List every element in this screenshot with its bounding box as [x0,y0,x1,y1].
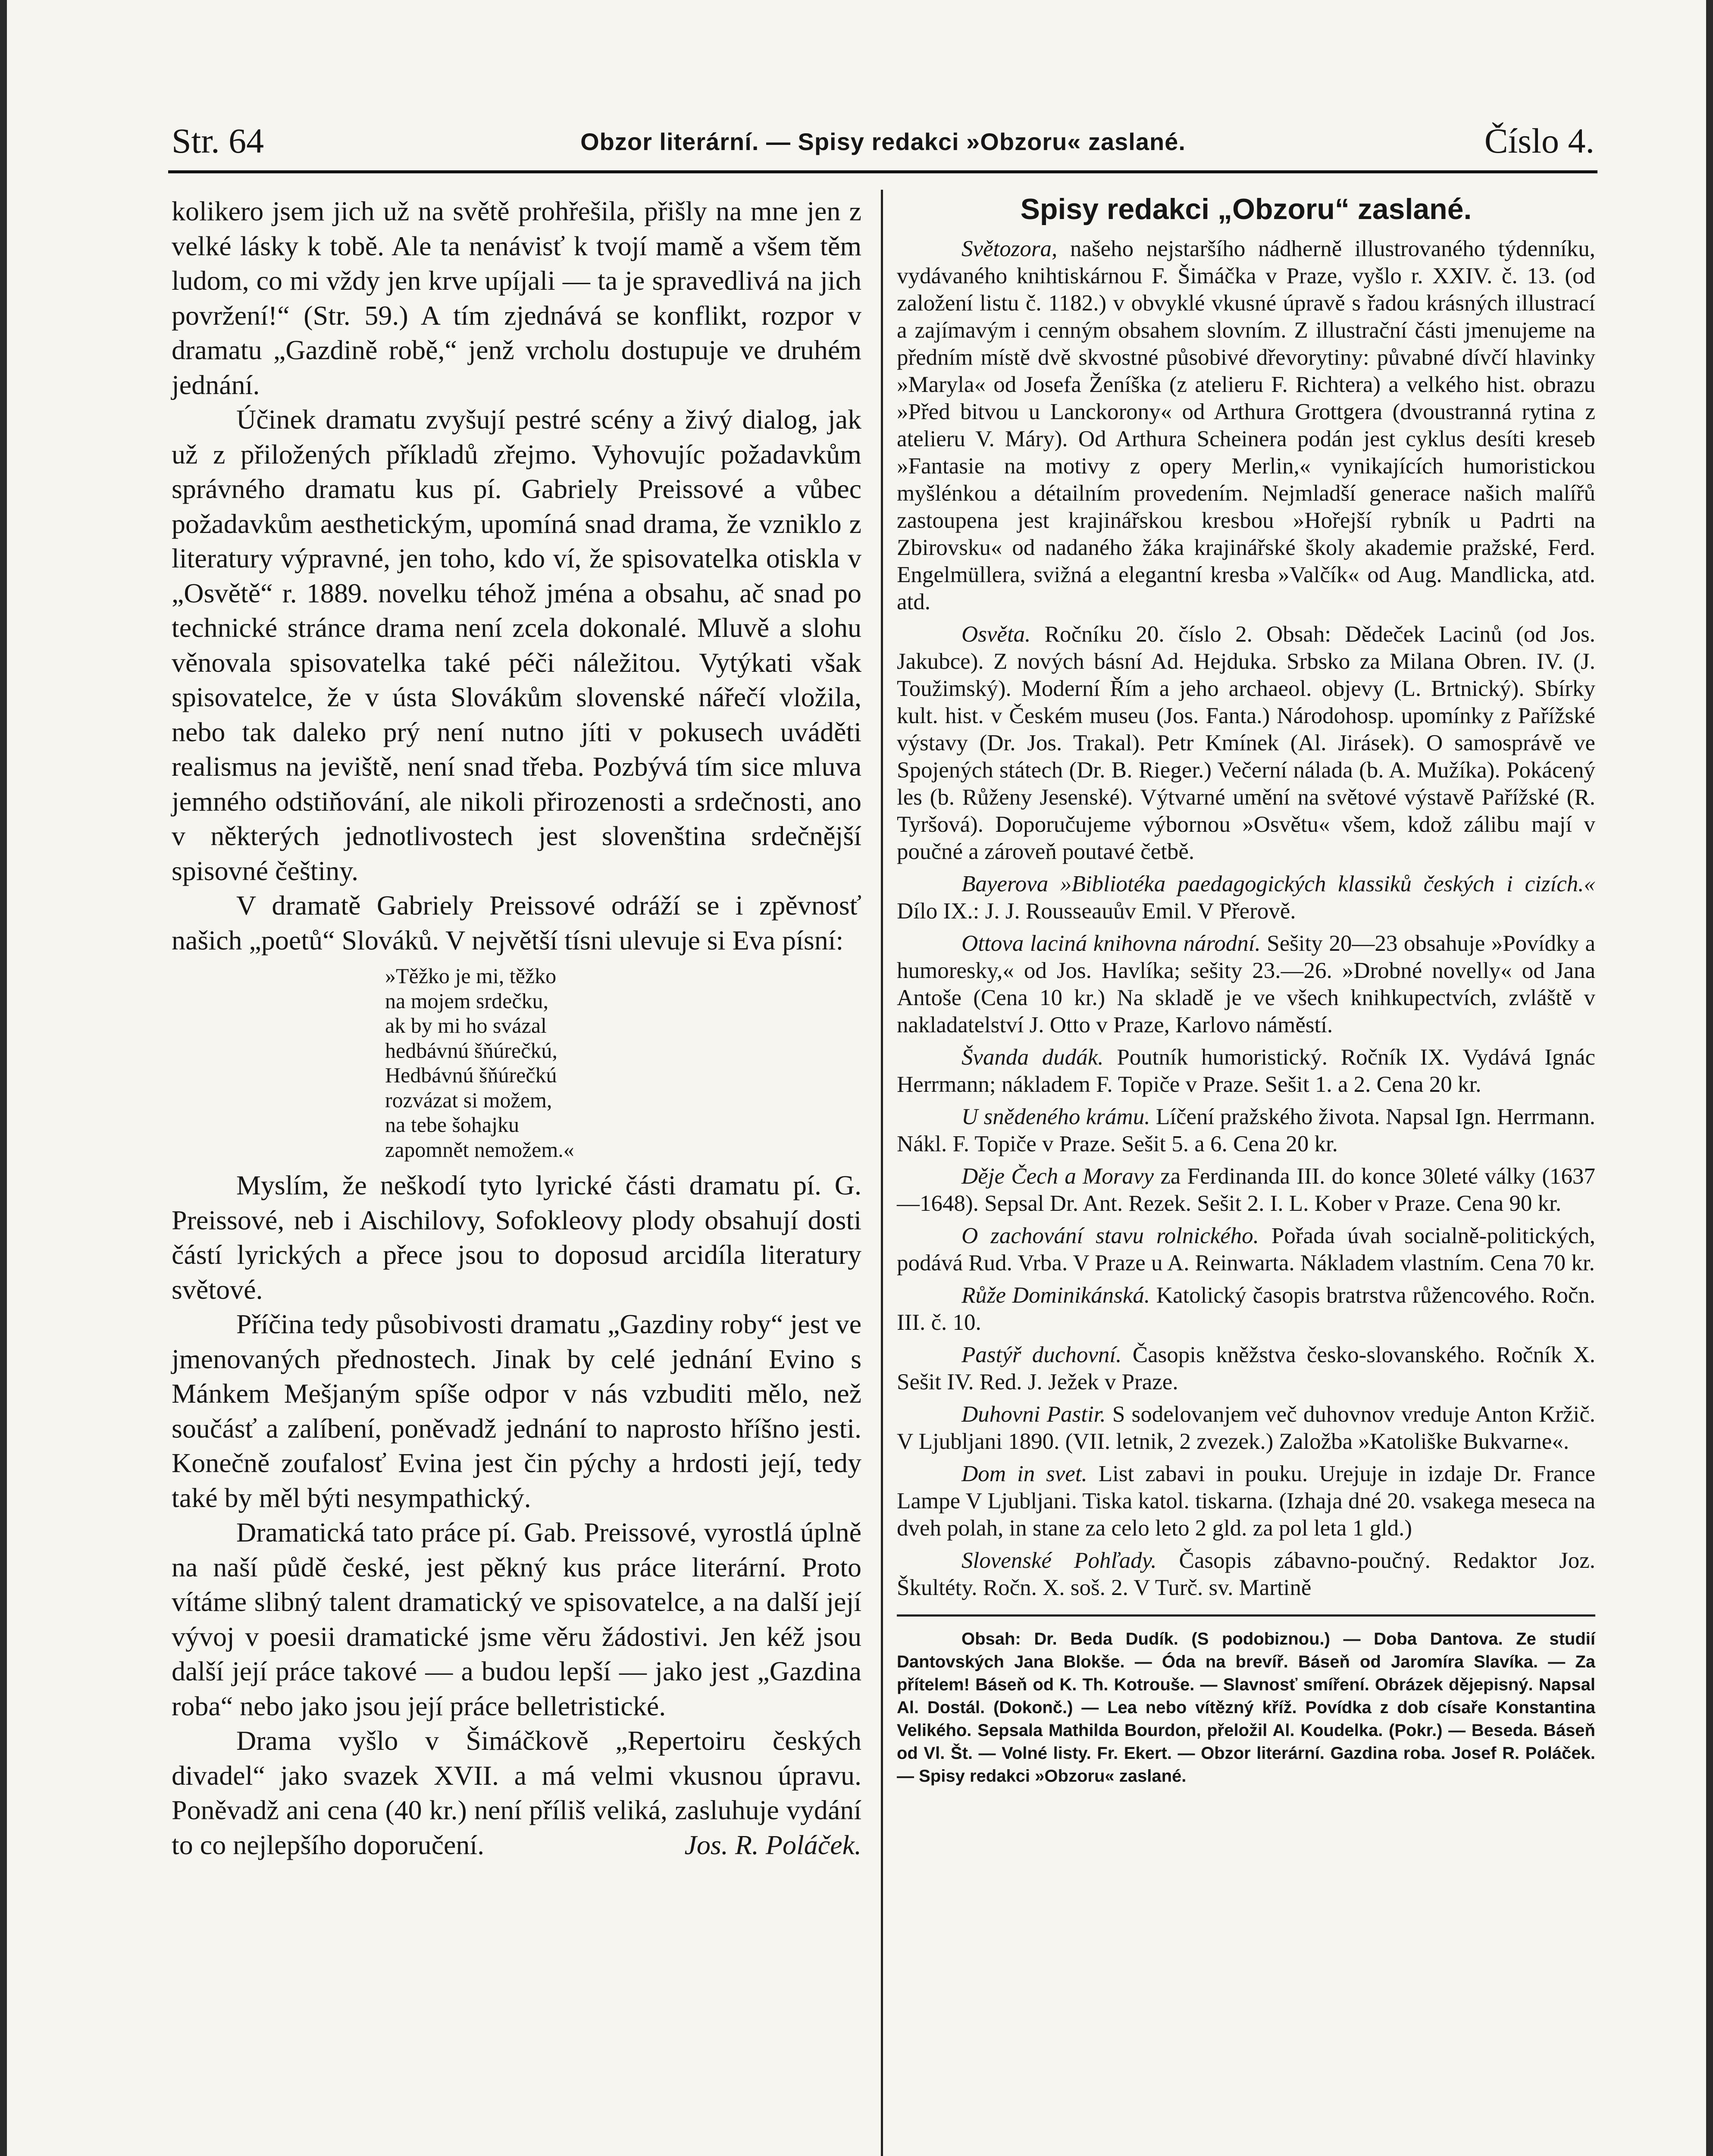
entry-title: Světozora, [961,236,1058,261]
entry-text: Pořada úvah socialně-politických, podává Rud. Vrba. V Praze u A. Reinwarta. Nákladem vlastním. Cena 70 kr. [897,1223,1595,1275]
entry-title: Bayerova »Bibliotéka paedagogických klassiků českých i cizích.« [961,871,1595,896]
entry-text: Dílo IX.: J. J. Rousseauův Emil. V Přerově. [897,899,1296,924]
entry-title: U snědeného krámu. [961,1104,1150,1129]
entry-title: Pastýř duchovní. [961,1342,1122,1367]
entry-title: Děje Čech a Moravy [961,1164,1154,1189]
scan-edge-right [1706,0,1713,2156]
contents-rule [897,1614,1595,1617]
list-item [897,1282,1595,1336]
author-signature: Jos. R. Poláček. [684,1829,861,1860]
poem-line: rozvázat si možem, [385,1087,552,1112]
poem-line: na tebe šohajku [385,1112,520,1137]
list-item [897,1547,1595,1601]
entry-text: Poutník humoristický. Ročník IX. Vydává Ignác Herrmann; nákladem F. Topiče v Praze. Sešit 1. a 2. Cena 20 kr. [897,1045,1595,1097]
entry-text: Sešity 20—23 obsahuje »Povídky a humoresky,« od Jos. Havlíka; sešity 23.—26. »Drobné novelly« od Jana Antoše (Cena 10 kr.) Na skladě je ve všech knihkupectvích, zvláště v nakladatelství J. Otto v Praze, Karlovo náměstí. [897,931,1596,1037]
poem-line: Hedbávnú šňúrečkú [385,1063,557,1087]
paragraph: V dramatě Gabriely Preissové odráží se i zpěvnosť našich „poetů“ Slováků. V největší tísni ulevuje si Eva písní: [172,890,861,956]
entry-text: Katolický časopis bratrstva růžencového. Ročn. III. č. 10. [897,1283,1595,1335]
entry-title: Duhovni Pastir. [961,1402,1106,1427]
table-of-contents: Obsah: Dr. Beda Dudík. (S podobiznou.) — Doba Dantova. Ze studií Dantovských Jana Blokše. — Óda na brevíř. Báseň od Jaromíra Slavíka. — Za přítelem! Báseň od K. Th. Kotrouše. — Slavnosť smíření. Obrázek dějepisný. Napsal Al. Dostál. (Dokonč.) — Lea nebo vítězný kříž. Povídka z dob císaře Konstantina Velikého. Sepsala Mathilda Bourdon, přeložil Al. Koudelka. (Pokr.) — Beseda. Báseň od Vl. Št. — Volné listy. Fr. Ekert. — Obzor literární. Gazdina roba. Josef R. Poláček. — Spisy redakci »Obzoru« zaslané. [897,1630,1595,1786]
entry-title: Osvěta. [961,622,1031,647]
section-heading: Spisy redakci „Obzoru“ zaslané. [1020,193,1472,226]
entry-text: Líčení pražského života. Napsal Ign. Herrmann. Nákl. F. Topiče v Praze. Sešit 5. a 6. Cena 20 kr. [897,1104,1595,1156]
running-title: Obzor literární. — Spisy redakci »Obzoru« zaslané. [580,128,1186,155]
entry-text: Ročníku 20. číslo 2. Obsah: Dědeček Lacinů (od Jos. Jakubce). Z nových básní Ad. Hejduka. Srbsko za Milana Obren. IV. (J. Toužimský). Moderní Řím a jeho archaeol. objevy (L. Brtnický). Sbírky kult. hist. v Českém museu (Jos. Fanta.) Národohosp. upomínky z Pařížské výstavy (Dr. Jos. Trakal). Petr Kmínek (Al. Jirásek). O samosprávě ve Spojených státech (Dr. B. Rieger.) Večerní nálada (b. A. Mužíka). Pokácený les (b. Růženy Jesenské). Výtvarné umění na světové výstavě Pařížské (R. Tyršová). Doporučujeme výbornou »Osvětu« všem, kdož zálibu mají v poučné a zároveň poutavé četbě. [897,622,1595,864]
column-divider [881,190,883,2156]
list-item [897,1103,1595,1158]
paragraph: Dramatická tato práce pí. Gab. Preissové, vyrostlá úplně na naší půdě české, jest pěkný kus práce literární. Proto vítáme slibný talent dramatický ve spisovatelce, a na další její vývoj v poesii dramatické jsme věru žádostivi. Jen kéž jsou další její práce takové — a budou lepší — jako jest „Gazdina roba“ nebo jako jsou její práce belletristické. [172,1517,861,1721]
entry-title: Švanda dudák. [961,1045,1104,1070]
list-item [897,1222,1595,1277]
right-column [897,190,1595,1788]
list-item [897,1341,1595,1396]
paragraph: Účinek dramatu zvyšují pestré scény a živý dialog, jak už z přiložených příkladů zřejmo. Vyhovujíc požadavkům správného dramatu kus pí. Gabriely Preissové a vůbec požadavkům aesthetickým, upomíná snad drama, že vzniklo z literatury výpravné, jen toho, kdo ví, že spisovatelka otiskla v „Osvětě“ r. 1889. novelku téhož jména a obsahu, ač snad po technické stránce drama není zcela dokonalé. Mluvě a slohu věnovala spisovatelka také péči náležitou. Vytýkati však spisovatelce, že v ústa Slovákům slovenské nářečí vložila, nebo tak daleko prý není nutno jíti v pokusech uváděti realismus na jeviště, není snad třeba. Pozbývá tím sice mluva jemného odstiňování, ale nikoli přirozenosti a srdečnosti, ano v některých jednotlivostech jest slovenština srdečnější spisovné češtiny. [172,404,861,886]
poem [385,964,861,1162]
page-header [172,116,1594,168]
list-item [897,1044,1595,1098]
entry-title: O zachování stavu rolnického. [961,1223,1259,1248]
entry-title: Ottova laciná knihovna národní. [961,931,1261,956]
poem-line: »Těžko je mi, těžko [385,964,557,988]
paragraph: kolikero jsem jich už na světě prohřešila, přišly na mne jen z velké lásky k tobě. Ale ta nenávisť k tvojí mamě a všem těm ludom, co mi vždy jen krve upíjali — ta je spravedlivá na jich povržení!“ (Str. 59.) A tím zjednává se konflikt, rozpor v dramatu „Gazdině robě,“ jenž vrcholu dostupuje ve druhém jednání. [172,196,861,400]
poem-line: ak by mi ho svázal [385,1013,547,1037]
paragraph-text: Drama vyšlo v Šimáčkově „Repertoiru českých divadel“ jako svazek XVII. a má velmi vkusnou úpravu. Poněvadž ani cena (40 kr.) není příliš veliká, zasluhuje vydání to co nejlepšího doporučení. [172,1725,861,1860]
page-number: Str. 64 [172,121,264,160]
header-rule [168,170,1597,173]
entry-text: našeho nejstaršího nádherně illustrovaného týdenníku, vydávaného knihtiskárnou F. Šimáčka v Praze, vyšlo r. XXIV. č. 13. (od založení listu č. 1182.) v obvyklé vkusné úpravě s řadou krásných illustrací a zajímavým i cenným obsahem slovním. Z illustrační části jmenujeme na předním místě dvě skvostné působivé dřevorytiny: půvabné dívčí hlavinky »Maryla« od Josefa Ženíška (z atelieru F. Richtera) a velkého hist. obrazu »Před bitvou u Lanckorony« od Arthura Grottgera (dvoustranná rytina z atelieru V. Máry). Od Arthura Scheinera podán jest cyklus desíti kreseb »Fantasie na motivy z opery Merlin,« vynikajících humoristickou myšlénkou a détailním provedením. Nejmladší generace našich malířů zastoupena jest krajinářskou kresbou »Hořejší rybník u Padrti na Zbirovsku« od nadaného žáka krajinářské školy akademie pražské, Ferd. Engelmüllera, svižná a elegantní kresba »Valčík« od Aug. Mandlicka, atd. atd. [897,236,1596,614]
entry-text: Časopis kněžstva česko-slovanského. Ročník X. Sešit IV. Red. J. Ježek v Praze. [897,1342,1596,1395]
poem-line: zapomnět nemožem.« [385,1137,574,1162]
list-item [897,621,1595,865]
entry-text: S sodelovanjem več duhovnov vreduje Anton Kržič. V Ljubljani 1890. (VII. letnik, 2 zvezek.) Založba »Katoliške Bukvarne«. [897,1402,1596,1454]
left-column [172,194,861,1862]
list-item [897,235,1595,616]
entry-title: Dom in svet. [961,1461,1087,1486]
paragraph [172,1724,861,1862]
entry-title: Slovenské Pohľady. [961,1548,1157,1573]
entry-text: Časopis zábavno-poučný. Redaktor Joz. Škultéty. Ročn. X. soš. 2. V Turč. sv. Martině [897,1548,1596,1600]
list-item [897,871,1595,925]
list-item [897,930,1595,1039]
paragraph: Myslím, že neškodí tyto lyrické části dramatu pí. G. Preissové, neb i Aischilovy, Sofokleovy plody obsahují dosti částí lyrických a přece jsou to doposud arcidíla literatury světové. [172,1170,861,1305]
entry-text: List zabavi in pouku. Urejuje in izdaje Dr. France Lampe V Ljubljani. Tiska katol. tiskarna. (Izhaja dné 20. vsakega meseca na dveh polah, in stane za celo leto 2 gld. za pol leta 1 gld.) [897,1461,1596,1541]
issue-number: Číslo 4. [1484,121,1594,160]
entry-text: za Ferdinanda III. do konce 30leté války (1637—1648). Sepsal Dr. Ant. Rezek. Sešit 2. I. L. Kober v Praze. Cena 90 kr. [897,1164,1595,1216]
list-item [897,1401,1595,1455]
poem-line: hedbávnú šňúrečkú, [385,1038,557,1062]
list-item [897,1460,1595,1542]
paragraph: Příčina tedy působivosti dramatu „Gazdiny roby“ jest ve jmenovaných přednostech. Jinak by celé jednání Evino s Mánkem Mešjaným spíše odpor v nás vzbuditi mělo, než součásť a zalíbení, poněvadž jednání to naprosto hříšno jesti. Konečně zoufalosť Evina jest čin pýchy a hrdosti její, tedy také by měl býti nesympathický. [172,1309,861,1513]
list-item [897,1163,1595,1217]
poem-line: na mojem srdečku, [385,988,549,1013]
entry-title: Růže Dominikánská. [961,1283,1150,1308]
scan-edge-left [0,0,7,2156]
